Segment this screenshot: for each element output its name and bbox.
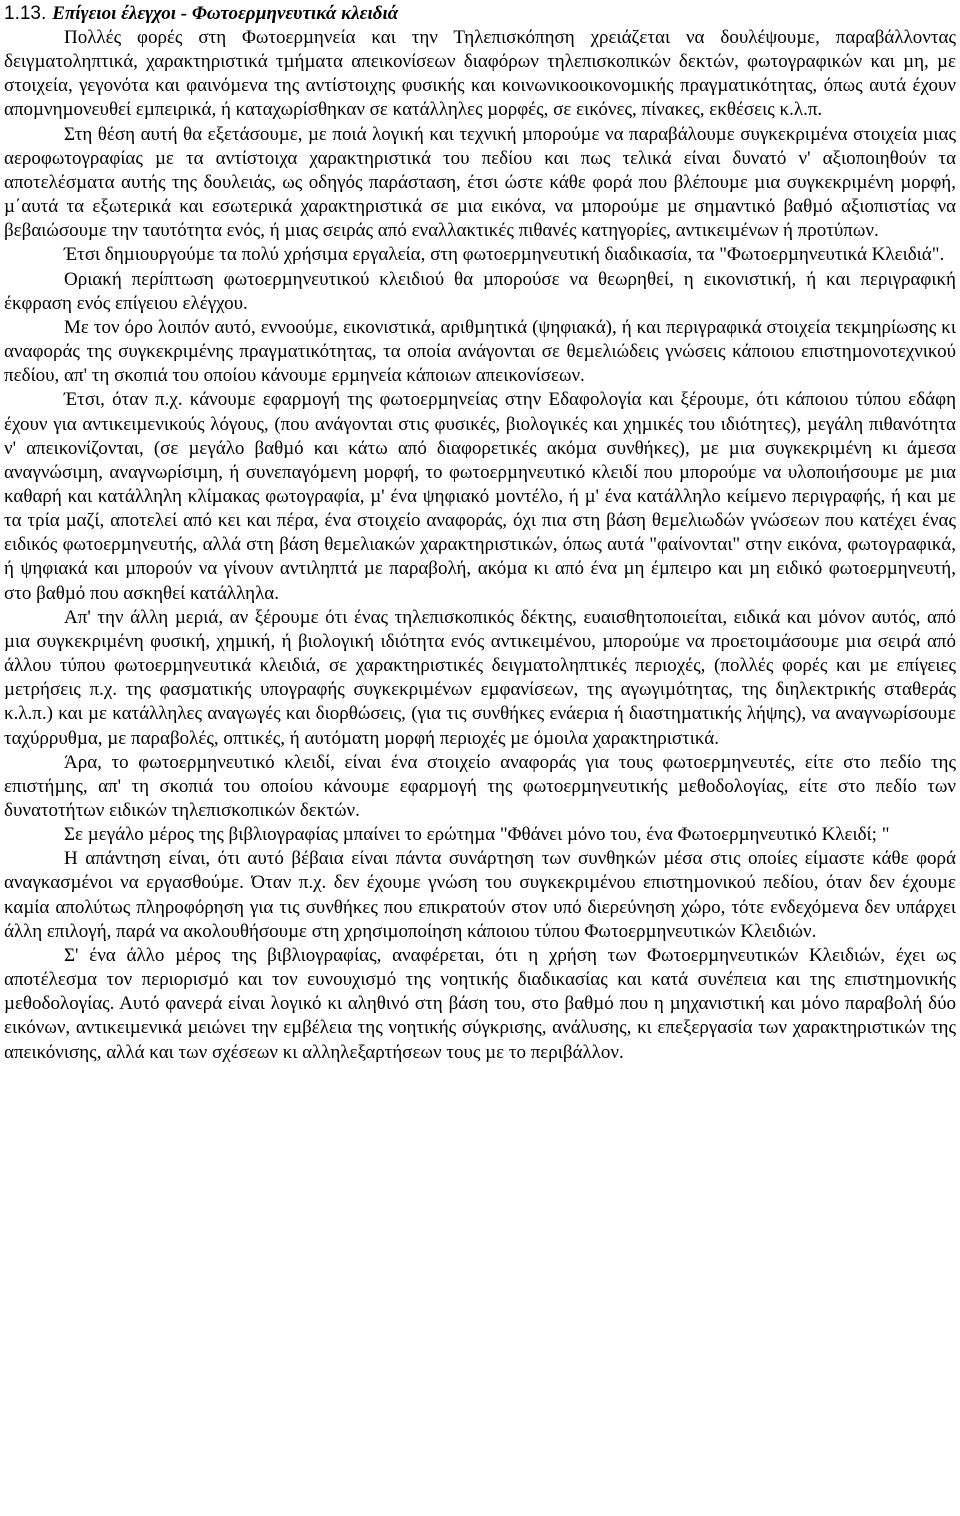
paragraph: Με τον όρο λοιπόν αυτό, εννοούµε, εικονιστικά, αριθµητικά (ψηφιακά), ή και περιγραφικά στοιχεία τεκµηρίωσης κι αναφοράς της συγκεκριµένης πραγµατικότητας, τα οποία ανάγονται σε θεµελιώδεις γνώσεις κάποιου επιστηµονοτεχνικού πεδίου, απ' τη σκοπιά του οποίου κάνουµε ερµηνεία κάποιων απεικονίσεων. [4,316,956,387]
section-heading [4,2,956,26]
paragraph: Έτσι δηµιουργούµε τα πολύ χρήσιµα εργαλεία, στη φωτοερµηνευτική διαδικασία, τα "Φωτοερµηνευτικά Κλειδιά". [64,244,945,266]
section-title: Επίγειοι έλεγχοι - Φωτοερµηνευτικά κλειδιά [52,3,399,24]
body-text [4,26,956,1065]
paragraph: Πολλές φορές στη Φωτοερµηνεία και την Τηλεπισκόπηση χρειάζεται να δουλέψουµε, παραβάλλοντας δειγµατοληπτικά, χαρακτηριστικά τµήµατα απεικονίσεων διαφόρων τηλεπισκοπικών δεκτών, φωτογραφικών και µη, µε στοιχεία, γεγονότα και φαινόµενα της αντίστοιχης φυσικής και κοινωνικοοικονοµικής πραγµατικότητας, όπως αυτά έχουν αποµνηµονευθεί εµπειρικά, ή καταχωρίσθηκαν σε κατάλληλες µορφές, σε εικόνες, πίνακες, εκθέσεις κ.λ.π. [4,27,956,121]
paragraph: Σε µεγάλο µέρος της βιβλιογραφίας µπαίνει το ερώτηµα "Φθάνει µόνο του, ένα Φωτοερµηνευτικό Κλειδί; " [64,824,890,846]
paragraph: Έτσι, όταν π.χ. κάνουµε εφαρµογή της φωτοερµηνείας στην Εδαφολογία και ξέρουµε, ότι κάποιου τύπου εδάφη έχουν για αντικειµενικούς λόγους, (που ανάγονται στις φυσικές, βιολογικές και χηµικές του ιδιότητες), µεγάλη πιθανότητα ν' απεικονίζονται, (σε µεγάλο βαθµό και κάτω από διαφορετικές ακόµα συνθήκες), µε µια συγκεκριµένη κι άµεσα αναγνώσιµη, αναγνωρίσιµη, ή συνεπαγόµενη µορφή, το φωτοερµηνευτικό κλειδί που µπορούµε να υλοποιήσουµε µε µια καθαρή και κατάλληλη κλίµακας φωτογραφία, µ' ένα ψηφιακό µοντέλο, ή µ' ένα κατάλληλο κείµενο περιγραφής, ή και µε τα τρία µαζί, αποτελεί από κει και πέρα, ένα στοιχείο αναφοράς, όχι πια στη βάση θεµελιωδών γνώσεων που κατέχει ένας ειδικός φωτοερµηνευτής, αλλά στη βάση θεµελιακών χαρακτηριστικών, όπως αυτά "φαίνονται" στην εικόνα, φωτογραφικά, ή ψηφιακά και µπορούν να γίνουν αντιληπτά µε παραβολή, ακόµα κι από ένα µη έµπειρο και µη ειδικό φωτοερµηνευτή, στο βαθµό που ασκηθεί κατάλληλα. [4,389,956,604]
paragraph: Η απάντηση είναι, ότι αυτό βέβαια είναι πάντα συνάρτηση των συνθηκών µέσα στις οποίες είµαστε κάθε φορά αναγκασµένοι να εργασθούµε. Όταν π.χ. δεν έχουµε γνώση του συγκεκριµένου επιστηµονικού πεδίου, όταν δεν έχουµε καµία απολύτως πληροφόρηση για τις συνθήκες που επικρατούν στον υπό διερεύνηση χώρο, τότε ενδεχόµενα δεν υπάρχει άλλη επιλογή, παρά να ακολουθήσουµε στη χρησιµοποίηση κάποιου τύπου Φωτοερµηνευτικών Κλειδιών. [4,848,956,942]
paragraph: Απ' την άλλη µεριά, αν ξέρουµε ότι ένας τηλεπισκοπικός δέκτης, ευαισθητοποιείται, ειδικά και µόνον αυτός, από µια συγκεκριµένη φυσική, χηµική, ή βιολογική ιδιότητα ενός αντικειµένου, µπορούµε να προετοιµάσουµε µια σειρά από άλλου τύπου φωτοερµηνευτικά κλειδιά, σε χαρακτηριστικές δειγµατοληπτικές περιοχές, (πολλές φορές και µε επίγειες µετρήσεις π.χ. της φασµατικής υπογραφής συγκεκριµένων εµφανίσεων, της αγωγιµότητας, της διηλεκτρικής σταθεράς κ.λ.π.) και µε κατάλληλες αναγωγές και διορθώσεις, (για τις συνθήκες ενάερια ή διαστηµατικής λήψης), να αναγνωρίσουµε ταχύρρυθµα, µε παραβολές, οπτικές, ή αυτόµατη µορφή περιοχές µε όµοιλα χαρακτηριστικά. [4,606,956,749]
section-number: 1.13. [4,3,47,24]
paragraph: Στη θέση αυτή θα εξετάσουµε, µε ποιά λογική και τεχνική µπορούµε να παραβάλουµε συγκεκριµένα στοιχεία µιας αεροφωτογραφίας µε τα αντίστοιχα χαρακτηριστικά του πεδίου και πως τελικά είναι δυνατό ν' αξιοποιηθούν τα αποτελέσµατα αυτής της δουλειάς, ως οδηγός παράσταση, έτσι ώστε κάθε φορά που βλέπουµε µια συγκεκριµένη µορφή, µ΄αυτά τα εξωτερικά και εσωτερικά χαρακτηριστικά σε µια εικόνα, να µπορούµε µε σηµαντικό βαθµό αξιοπιστίας να βεβαιώσουµε την ταυτότητα ενός, ή µιας σειράς από εναλλακτικές πιθανές κατηγορίες, αντικειµένων ή προτύπων. [4,123,956,242]
paragraph: Σ' ένα άλλο µέρος της βιβλιογραφίας, αναφέρεται, ότι η χρήση των Φωτοερµηνευτικών Κλειδιών, έχει ως αποτέλεσµα τον περιορισµό και τον ευνουχισµό της νοητικής διαδικασίας και κατά συνέπεια και της επιστηµονικής µεθοδολογίας. Αυτό φανερά είναι λογικό κι αληθινό στη βάση του, στο βαθµό που η µηχανιστική και µόνο παραβολή δύο εικόνων, αντικειµενικά µειώνει την εµβέλεια της νοητικής σύγκρισης, ανάλυσης, κι επεξεργασία των χαρακτηριστικών της απεικόνισης, αλλά και των σχέσεων κι αλληλεξαρτήσεων τους µε το περιβάλλον. [4,944,956,1063]
paragraph: Οριακή περίπτωση φωτοερµηνευτικού κλειδιού θα µπορούσε να θεωρηθεί, η εικονιστική, ή και περιγραφική έκφραση ενός επίγειου ελέγχου. [4,268,956,314]
paragraph: Άρα, το φωτοερµηνευτικό κλειδί, είναι ένα στοιχείο αναφοράς για τους φωτοερµηνευτές, είτε στο πεδίο της επιστήµης, απ' τη σκοπιά του οποίου κάνουµε εφαρµογή της φωτοερµηνευτικής µεθοδολογίας, είτε στο πεδίο των δυνατοτήτων ειδικών τηλεπισκοπικών δεκτών. [4,751,956,821]
